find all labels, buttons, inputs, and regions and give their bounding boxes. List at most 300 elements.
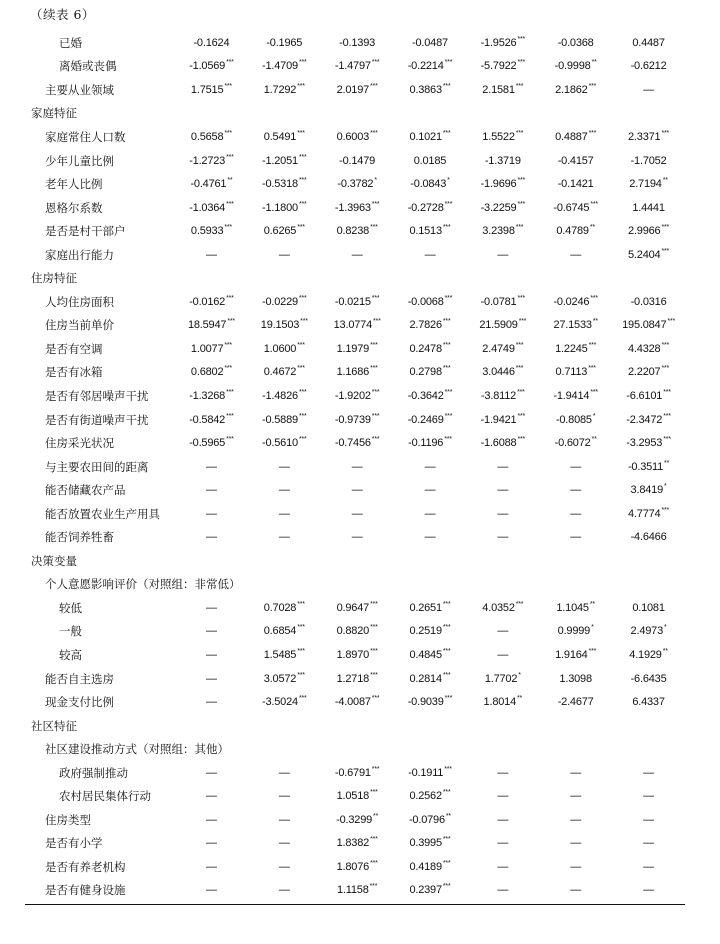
regression-table — [25, 31, 685, 902]
table-cell — [248, 855, 321, 879]
table-cell — [466, 243, 539, 267]
coefficient-value: -3.2953 — [626, 437, 663, 450]
table-row — [25, 31, 685, 55]
table-cell — [466, 785, 539, 809]
table-cell — [175, 196, 248, 220]
significance-stars: *** — [298, 153, 307, 161]
table-cell — [539, 172, 612, 196]
significance-stars: *** — [442, 600, 451, 608]
table-cell — [466, 290, 539, 314]
table-cell — [175, 832, 248, 856]
coefficient-value: 5.2404 — [628, 248, 661, 261]
coefficient-value: — — [278, 860, 290, 873]
significance-stars: *** — [517, 59, 526, 67]
coefficient-value: -0.0781 — [480, 295, 517, 308]
significance-stars: * — [518, 671, 521, 679]
coefficient-value: — — [206, 625, 217, 638]
significance-stars: * — [447, 177, 450, 185]
row-label: 住房采光状况 — [45, 436, 114, 451]
coefficient-value: 0.4845 — [409, 648, 442, 661]
table-cell — [175, 808, 248, 832]
section-label: 决策变量 — [31, 553, 77, 568]
table-cell — [175, 855, 248, 879]
coefficient-value: — — [278, 460, 290, 473]
section-label: 家庭特征 — [31, 106, 77, 121]
table-cell — [466, 478, 539, 502]
table-cell — [539, 55, 612, 79]
coefficient-value: -1.3963 — [334, 201, 371, 214]
coefficient-value: 2.1581 — [482, 83, 515, 96]
table-cell — [612, 832, 685, 856]
coefficient-value: — — [497, 460, 509, 473]
coefficient-value: 1.3098 — [559, 672, 592, 685]
coefficient-value: — — [497, 248, 509, 261]
table-cell — [539, 125, 612, 149]
coefficient-value: 13.0774 — [333, 319, 373, 332]
significance-stars: *** — [226, 436, 234, 444]
table-cell — [394, 714, 467, 738]
significance-stars: *** — [298, 200, 307, 208]
coefficient-value: -0.0246 — [553, 295, 590, 308]
table-cell — [394, 785, 467, 809]
significance-stars: * — [664, 624, 667, 632]
table-cell — [321, 714, 394, 738]
coefficient-value: 0.2478 — [409, 342, 442, 355]
significance-stars: *** — [224, 82, 232, 90]
table-cell — [394, 855, 467, 879]
table-cell — [466, 102, 539, 126]
table-cell — [612, 808, 685, 832]
coefficient-value: — — [424, 531, 436, 544]
significance-stars: *** — [518, 318, 527, 326]
table-cell — [466, 408, 539, 432]
table-row — [25, 408, 685, 432]
table-cell — [466, 361, 539, 385]
significance-stars: ** — [517, 695, 523, 703]
table-cell — [175, 431, 248, 455]
row-label: 能否储藏农产品 — [45, 483, 126, 498]
significance-stars: *** — [442, 671, 451, 679]
coefficient-value: — — [424, 507, 436, 520]
significance-stars: *** — [370, 129, 378, 137]
significance-stars: *** — [226, 412, 234, 420]
section-header-row — [25, 549, 685, 573]
table-cell — [466, 78, 539, 102]
row-label: 离婚或丧偶 — [59, 59, 117, 74]
significance-stars: *** — [370, 647, 378, 655]
table-cell — [248, 620, 321, 644]
table-row — [25, 643, 685, 667]
table-cell — [612, 549, 685, 573]
table-cell — [466, 149, 539, 173]
table-cell — [321, 55, 394, 79]
table-cell — [612, 596, 685, 620]
significance-stars: *** — [297, 671, 305, 679]
table-cell — [321, 78, 394, 102]
table-row — [25, 455, 685, 479]
table-cell — [321, 455, 394, 479]
table-cell — [321, 31, 394, 55]
table-cell — [394, 314, 467, 338]
coefficient-value: — — [206, 531, 217, 544]
coefficient-value: — — [570, 813, 582, 826]
coefficient-value: 1.8382 — [336, 837, 370, 850]
table-cell — [466, 502, 539, 526]
coefficient-value: — — [206, 248, 217, 261]
significance-stars: * — [592, 412, 596, 420]
coefficient-value: -3.2259 — [480, 201, 517, 214]
coefficient-value: 2.0197 — [336, 83, 370, 96]
coefficient-value: -1.9526 — [480, 36, 517, 49]
coefficient-value: — — [206, 507, 217, 520]
coefficient-value: — — [206, 672, 217, 685]
table-cell — [248, 690, 321, 714]
significance-stars: *** — [661, 247, 670, 255]
coefficient-value: 1.1045 — [556, 601, 589, 614]
table-row — [25, 290, 685, 314]
table-cell — [612, 785, 685, 809]
significance-stars: *** — [297, 365, 305, 373]
table-cell — [394, 125, 467, 149]
row-label: 能否放置农业生产用具 — [45, 506, 160, 521]
table-cell — [539, 361, 612, 385]
table-cell — [612, 290, 685, 314]
table-cell — [248, 431, 321, 455]
table-cell — [394, 266, 467, 290]
coefficient-value: — — [278, 507, 290, 520]
coefficient-value: 19.1503 — [260, 319, 300, 332]
coefficient-value: 4.1929 — [629, 648, 662, 661]
table-cell — [321, 832, 394, 856]
significance-stars: *** — [371, 695, 380, 703]
table-row — [25, 55, 685, 79]
table-cell — [539, 502, 612, 526]
coefficient-value: — — [351, 460, 363, 473]
coefficient-value: 2.7826 — [409, 319, 442, 332]
coefficient-value: — — [497, 860, 509, 873]
significance-stars: *** — [661, 341, 670, 349]
table-cell — [394, 879, 467, 903]
coefficient-value: — — [497, 484, 509, 497]
coefficient-value: -1.4709 — [262, 60, 298, 73]
coefficient-value: — — [643, 766, 654, 779]
table-cell — [394, 31, 467, 55]
significance-stars: *** — [515, 365, 524, 373]
table-cell — [612, 431, 685, 455]
significance-stars: *** — [661, 129, 670, 137]
table-cell — [321, 620, 394, 644]
table-cell — [248, 525, 321, 549]
table-cell — [394, 431, 467, 455]
coefficient-value: -1.1800 — [262, 201, 298, 214]
significance-stars: ** — [373, 812, 379, 820]
coefficient-value: — — [206, 484, 217, 497]
row-label: 主要从业领域 — [45, 82, 114, 97]
row-label: 是否有邻居噪声干扰 — [45, 388, 149, 403]
coefficient-value: 1.8076 — [336, 860, 370, 873]
significance-stars: *** — [370, 82, 378, 90]
table-cell — [612, 855, 685, 879]
table-cell — [466, 31, 539, 55]
table-cell — [394, 290, 467, 314]
coefficient-value: -1.9202 — [334, 389, 371, 402]
coefficient-value: — — [570, 790, 582, 803]
table-cell — [612, 337, 685, 361]
coefficient-value: -1.2723 — [189, 154, 226, 167]
coefficient-value: 0.6265 — [263, 225, 297, 238]
table-cell — [175, 55, 248, 79]
significance-stars: *** — [298, 388, 307, 396]
coefficient-value: -0.4157 — [557, 154, 594, 167]
table-cell — [612, 502, 685, 526]
table-cell — [612, 314, 685, 338]
coefficient-value: -0.1965 — [266, 36, 303, 49]
significance-stars: *** — [515, 129, 524, 137]
coefficient-value: -0.3782 — [337, 178, 374, 191]
table-cell — [321, 102, 394, 126]
coefficient-value: -0.9998 — [554, 60, 591, 73]
table-cell — [539, 266, 612, 290]
table-cell — [321, 690, 394, 714]
coefficient-value: — — [570, 837, 582, 850]
significance-stars: *** — [444, 436, 452, 444]
table-cell — [394, 478, 467, 502]
significance-stars: *** — [226, 200, 234, 208]
table-cell — [175, 290, 248, 314]
significance-stars: *** — [226, 59, 234, 67]
table-cell — [175, 478, 248, 502]
table-cell — [175, 620, 248, 644]
row-label: 住房类型 — [45, 812, 91, 827]
significance-stars: *** — [588, 647, 597, 655]
coefficient-value: — — [570, 860, 582, 873]
table-cell — [321, 549, 394, 573]
coefficient-value: 0.2519 — [409, 625, 442, 638]
significance-stars: *** — [517, 177, 526, 185]
table-cell — [248, 31, 321, 55]
table-cell — [466, 125, 539, 149]
table-cell — [612, 408, 685, 432]
significance-stars: *** — [297, 224, 305, 232]
table-caption: （续表 6） — [30, 7, 95, 22]
table-cell — [539, 102, 612, 126]
table-cell — [466, 620, 539, 644]
coefficient-value: -0.6791 — [334, 766, 371, 779]
coefficient-value: -0.3299 — [336, 813, 373, 826]
table-cell — [175, 879, 248, 903]
coefficient-value: -0.1624 — [193, 36, 230, 49]
table-cell — [612, 525, 685, 549]
table-cell — [248, 55, 321, 79]
significance-stars: *** — [663, 388, 671, 396]
coefficient-value: 1.0600 — [263, 342, 297, 355]
table-cell — [466, 384, 539, 408]
significance-stars: *** — [442, 624, 451, 632]
coefficient-value: 2.7194 — [629, 178, 662, 191]
table-cell — [394, 243, 467, 267]
coefficient-value: — — [206, 601, 217, 614]
significance-stars: *** — [661, 365, 670, 373]
coefficient-value: -3.8112 — [480, 389, 517, 402]
table-cell — [248, 785, 321, 809]
table-cell — [175, 714, 248, 738]
coefficient-value: — — [497, 884, 509, 897]
coefficient-value: — — [278, 248, 290, 261]
table-cell — [539, 78, 612, 102]
table-cell — [539, 455, 612, 479]
coefficient-value: — — [424, 460, 436, 473]
table-cell — [612, 125, 685, 149]
coefficient-value: -0.3642 — [407, 389, 444, 402]
significance-stars: *** — [442, 859, 451, 867]
row-label: 是否有街道噪声干扰 — [45, 412, 149, 427]
table-cell — [612, 55, 685, 79]
table-cell — [321, 643, 394, 667]
coefficient-value: 1.5522 — [482, 130, 515, 143]
coefficient-value: — — [278, 766, 290, 779]
table-cell — [175, 149, 248, 173]
coefficient-value: -4.0087 — [334, 696, 371, 709]
table-row — [25, 314, 685, 338]
coefficient-value: 0.7028 — [263, 601, 297, 614]
table-cell — [466, 455, 539, 479]
row-label: 与主要农田间的距离 — [45, 459, 149, 474]
table-row — [25, 431, 685, 455]
significance-stars: *** — [442, 341, 451, 349]
coefficient-value: 2.4749 — [482, 342, 515, 355]
table-cell — [321, 879, 394, 903]
section-header-row — [25, 737, 685, 761]
significance-stars: ** — [589, 600, 595, 608]
table-cell — [612, 149, 685, 173]
significance-stars: *** — [298, 177, 307, 185]
row-label: 一般 — [59, 624, 82, 639]
table-cell — [394, 172, 467, 196]
significance-stars: *** — [298, 412, 307, 420]
significance-stars: * — [591, 624, 594, 632]
table-cell — [175, 502, 248, 526]
table-cell — [394, 620, 467, 644]
significance-stars: * — [664, 483, 667, 491]
table-cell — [612, 102, 685, 126]
significance-stars: *** — [442, 82, 451, 90]
table-row — [25, 525, 685, 549]
coefficient-value: 3.0446 — [482, 366, 515, 379]
table-cell — [612, 361, 685, 385]
table-row — [25, 219, 685, 243]
row-label: 农村居民集体行动 — [59, 789, 151, 804]
table-cell — [394, 337, 467, 361]
table-cell — [175, 455, 248, 479]
significance-stars: *** — [515, 224, 524, 232]
table-cell — [248, 643, 321, 667]
significance-stars: *** — [297, 624, 305, 632]
table-cell — [321, 314, 394, 338]
table-cell — [612, 478, 685, 502]
coefficient-value: 1.7292 — [263, 83, 297, 96]
coefficient-value: 4.0352 — [482, 601, 515, 614]
table-cell — [248, 502, 321, 526]
table-cell — [612, 196, 685, 220]
coefficient-value: 1.7702 — [484, 672, 518, 685]
coefficient-value: -0.1196 — [408, 437, 444, 450]
significance-stars: *** — [297, 647, 305, 655]
table-cell — [466, 573, 539, 597]
table-cell — [321, 408, 394, 432]
significance-stars: *** — [298, 436, 307, 444]
table-cell — [321, 525, 394, 549]
coefficient-value: -1.2051 — [262, 154, 298, 167]
table-cell — [394, 455, 467, 479]
significance-stars: *** — [444, 412, 453, 420]
table-cell — [248, 102, 321, 126]
significance-stars: *** — [444, 59, 453, 67]
row-label: 现金支付比例 — [45, 695, 114, 710]
coefficient-value: -1.4826 — [262, 389, 298, 402]
table-cell — [394, 55, 467, 79]
coefficient-value: -0.2469 — [407, 413, 444, 426]
significance-stars: *** — [226, 153, 234, 161]
table-cell — [321, 125, 394, 149]
table-cell — [175, 761, 248, 785]
table-cell — [248, 808, 321, 832]
significance-stars: *** — [588, 341, 597, 349]
table-cell — [539, 832, 612, 856]
coefficient-value: 0.1021 — [409, 130, 442, 143]
table-cell — [539, 314, 612, 338]
significance-stars: *** — [661, 506, 670, 514]
significance-stars: *** — [517, 436, 526, 444]
coefficient-value: -0.0162 — [189, 295, 226, 308]
coefficient-value: 1.1158 — [337, 884, 369, 897]
significance-stars: *** — [517, 35, 526, 43]
table-cell — [248, 667, 321, 691]
significance-stars: *** — [226, 294, 234, 302]
coefficient-value: 0.9999 — [557, 625, 591, 638]
coefficient-value: 1.5485 — [263, 648, 297, 661]
table-cell — [321, 243, 394, 267]
table-cell — [466, 431, 539, 455]
coefficient-value: 3.2398 — [482, 225, 515, 238]
table-cell — [248, 408, 321, 432]
table-cell — [248, 243, 321, 267]
coefficient-value: 0.2798 — [409, 366, 442, 379]
coefficient-value: 2.3371 — [628, 130, 661, 143]
table-cell — [321, 196, 394, 220]
significance-stars: *** — [442, 365, 451, 373]
significance-stars: ** — [591, 59, 597, 67]
coefficient-value: -0.2728 — [407, 201, 444, 214]
significance-stars: *** — [224, 224, 232, 232]
table-cell — [466, 737, 539, 761]
row-label: 是否有冰箱 — [45, 365, 103, 380]
regression-table-container — [25, 31, 685, 902]
coefficient-value: -0.1479 — [339, 154, 376, 167]
coefficient-value: 1.0518 — [336, 790, 370, 803]
table-cell — [466, 667, 539, 691]
coefficient-value: 4.7774 — [628, 507, 661, 520]
coefficient-value: — — [570, 531, 582, 544]
table-cell — [321, 361, 394, 385]
coefficient-value: — — [570, 507, 582, 520]
table-cell — [539, 879, 612, 903]
coefficient-value: 1.4441 — [632, 201, 665, 214]
coefficient-value: 1.1979 — [336, 342, 370, 355]
table-row — [25, 596, 685, 620]
coefficient-value: -0.1911 — [408, 766, 444, 779]
table-cell — [394, 196, 467, 220]
table-cell — [394, 361, 467, 385]
